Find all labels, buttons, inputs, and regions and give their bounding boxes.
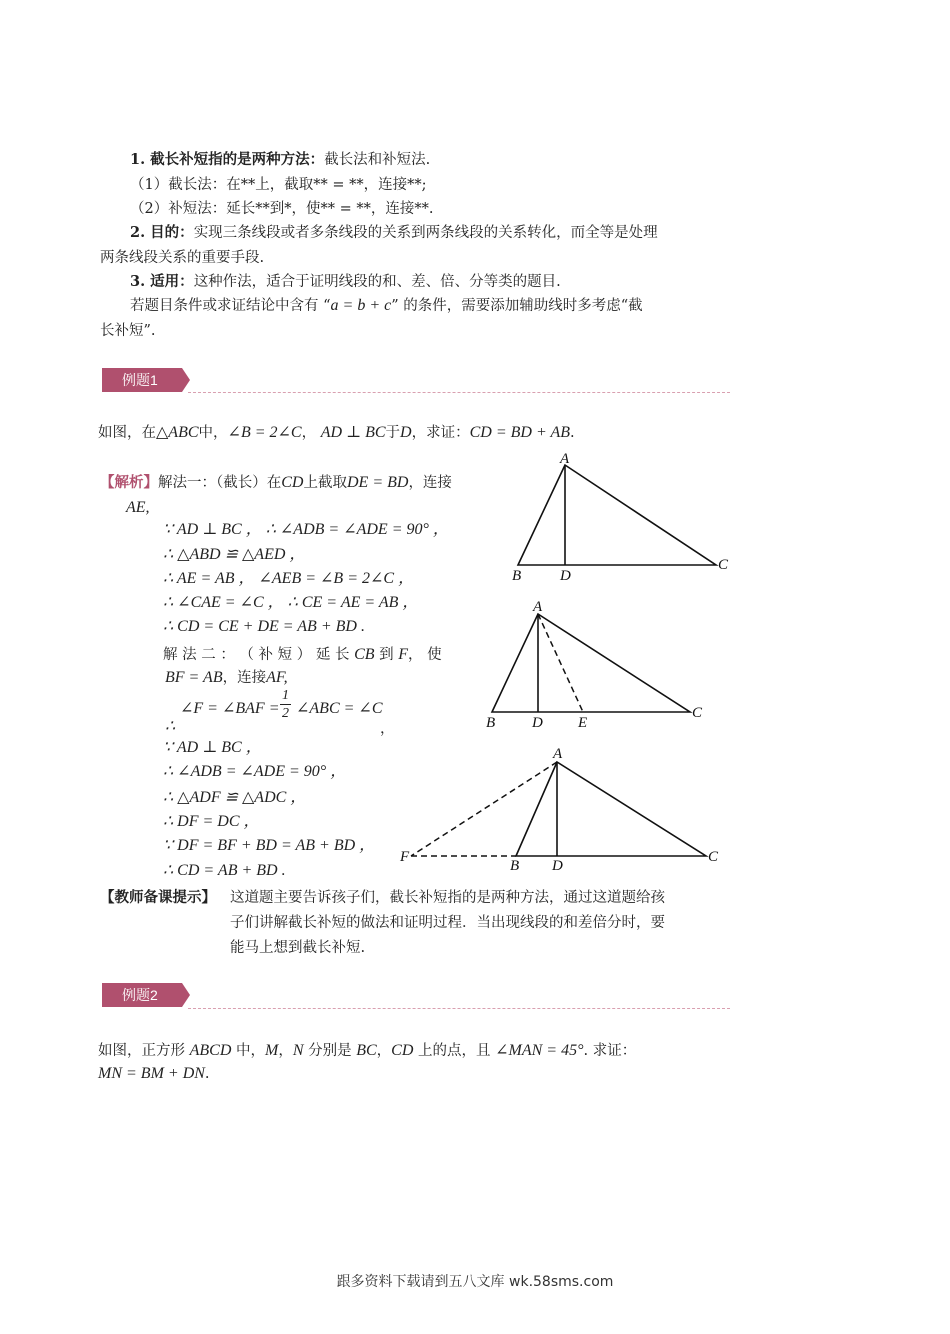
label-c-1: C — [718, 557, 729, 573]
label-d-3: D — [552, 858, 563, 874]
teacher-tip-line-1: 这道题主要告诉孩子们，截长补短指的是两种方法，通过这道题给孩 — [230, 890, 665, 906]
dashed-af-3 — [411, 762, 557, 856]
label-a-3: A — [553, 746, 563, 762]
intro-line-3: （2）补短法：延长**到*，使** = **，连接**. — [130, 201, 434, 217]
example-1-question: 如图，在△ABC中，∠B = 2∠C， AD ⊥ BC于D，求证：CD = BD + AB. — [98, 424, 575, 441]
solution-2-step-5: ∵ DF = BF + BD = AB + BD ， — [163, 837, 376, 854]
fraction-numerator: 1 — [282, 688, 289, 703]
label-c-2: C — [692, 705, 703, 721]
solution-2-step-6: ∴ CD = AB + BD . — [163, 862, 286, 879]
solution-1-step-4: ∴ ∠CAE = ∠C ， ∴ CE = AE = AB ， — [163, 594, 419, 611]
intro-line-4: 2. 目的：实现三条线段或者多条线段的关系到两条线段的关系转化，而全等是处理 — [130, 224, 658, 241]
triangle-abc-2 — [492, 614, 690, 712]
example-2-divider — [188, 1008, 730, 1009]
label-d-1: D — [560, 568, 571, 584]
footer-download-note: 跟多资料下载请到五八文库 wk.58sms.com — [336, 1274, 614, 1290]
label-b-2: B — [486, 715, 496, 731]
solution-2-line-2: BF = AB，连接AF, — [165, 669, 288, 686]
label-e-2: E — [578, 715, 588, 731]
figure-3 — [399, 746, 719, 874]
teacher-tip-line-3: 能马上想到截长补短. — [230, 940, 366, 956]
solution-2-step-4: ∴ DF = DC ， — [163, 813, 260, 830]
solution-2-step-1: ∵ AD ⊥ BC ， — [163, 739, 262, 756]
solution-2-angle-right: ∠ABC = ∠C — [296, 700, 383, 717]
intro-line-5: 两条线段关系的重要手段. — [100, 250, 265, 266]
solution-1-line-ae: AE, — [126, 499, 150, 516]
teacher-tip-label: 【教师备课提示】 — [100, 889, 216, 906]
solution-2-comma: ， — [380, 721, 395, 737]
label-d-2: D — [532, 715, 543, 731]
intro-line-2: （1）截长法：在**上，截取** = **，连接**; — [130, 177, 427, 193]
intro-line-7: 若题目条件或求证结论中含有 “a = b + c” 的条件，需要添加辅助线时多考虑“截 — [130, 297, 643, 314]
solution-2-step-3: ∴ △ADF ≌ △ADC ， — [163, 789, 307, 806]
example-2-question-line-2: MN = BM + DN. — [98, 1065, 210, 1082]
solution-1-step-5: ∴ CD = CE + DE = AB + BD . — [163, 618, 365, 635]
label-a-2: A — [533, 599, 543, 615]
label-b-1: B — [512, 568, 522, 584]
solution-2-angle-left: ∠F = ∠BAF = — [180, 700, 280, 717]
solution-1-header: 【解析】解法一：（截长）在CD上截取DE = BD，连接 — [100, 474, 452, 491]
intro-line-6: 3. 适用：这种作法，适合于证明线段的和、差、倍、分等类的题目. — [130, 273, 561, 290]
figure-2 — [486, 599, 703, 731]
figure-1 — [512, 451, 729, 584]
triangle-abc-3 — [516, 762, 706, 856]
label-a-1: A — [560, 451, 570, 467]
solution-2-therefore: ∴ — [165, 718, 176, 735]
solution-2-step-2: ∴ ∠ADB = ∠ADE = 90° ， — [163, 763, 347, 780]
label-f-3: F — [400, 849, 410, 865]
intro-line-1: 1. 截长补短指的是两种方法：截长法和补短法. — [130, 151, 431, 168]
solution-1-step-3: ∴ AE = AB ， ∠AEB = ∠B = 2∠C ， — [163, 570, 415, 587]
example-2-tag: 例题2 — [102, 983, 182, 1007]
label-b-3: B — [510, 858, 520, 874]
intro-line-8: 长补短”. — [100, 323, 156, 339]
fraction-denominator: 2 — [282, 706, 289, 721]
triangle-abc-1 — [518, 465, 716, 565]
label-c-3: C — [708, 849, 719, 865]
solution-1-step-1: ∵ AD ⊥ BC ， ∴ ∠ADB = ∠ADE = 90° ， — [163, 521, 449, 538]
solution-2-header: 解 法 二 ： （ 补 短 ） 延 长 CB 到 F， 使 — [163, 646, 442, 663]
solution-1-step-2: ∴ △ABD ≌ △AED ， — [163, 546, 306, 563]
example-2-question-line-1: 如图，正方形 ABCD 中，M，N 分别是 BC，CD 上的点，且 ∠MAN = 45°. 求证： — [98, 1042, 637, 1059]
teacher-tip-line-2: 子们讲解截长补短的做法和证明过程．当出现线段的和差倍分时，要 — [230, 915, 665, 931]
example-1-tag: 例题1 — [102, 368, 182, 392]
